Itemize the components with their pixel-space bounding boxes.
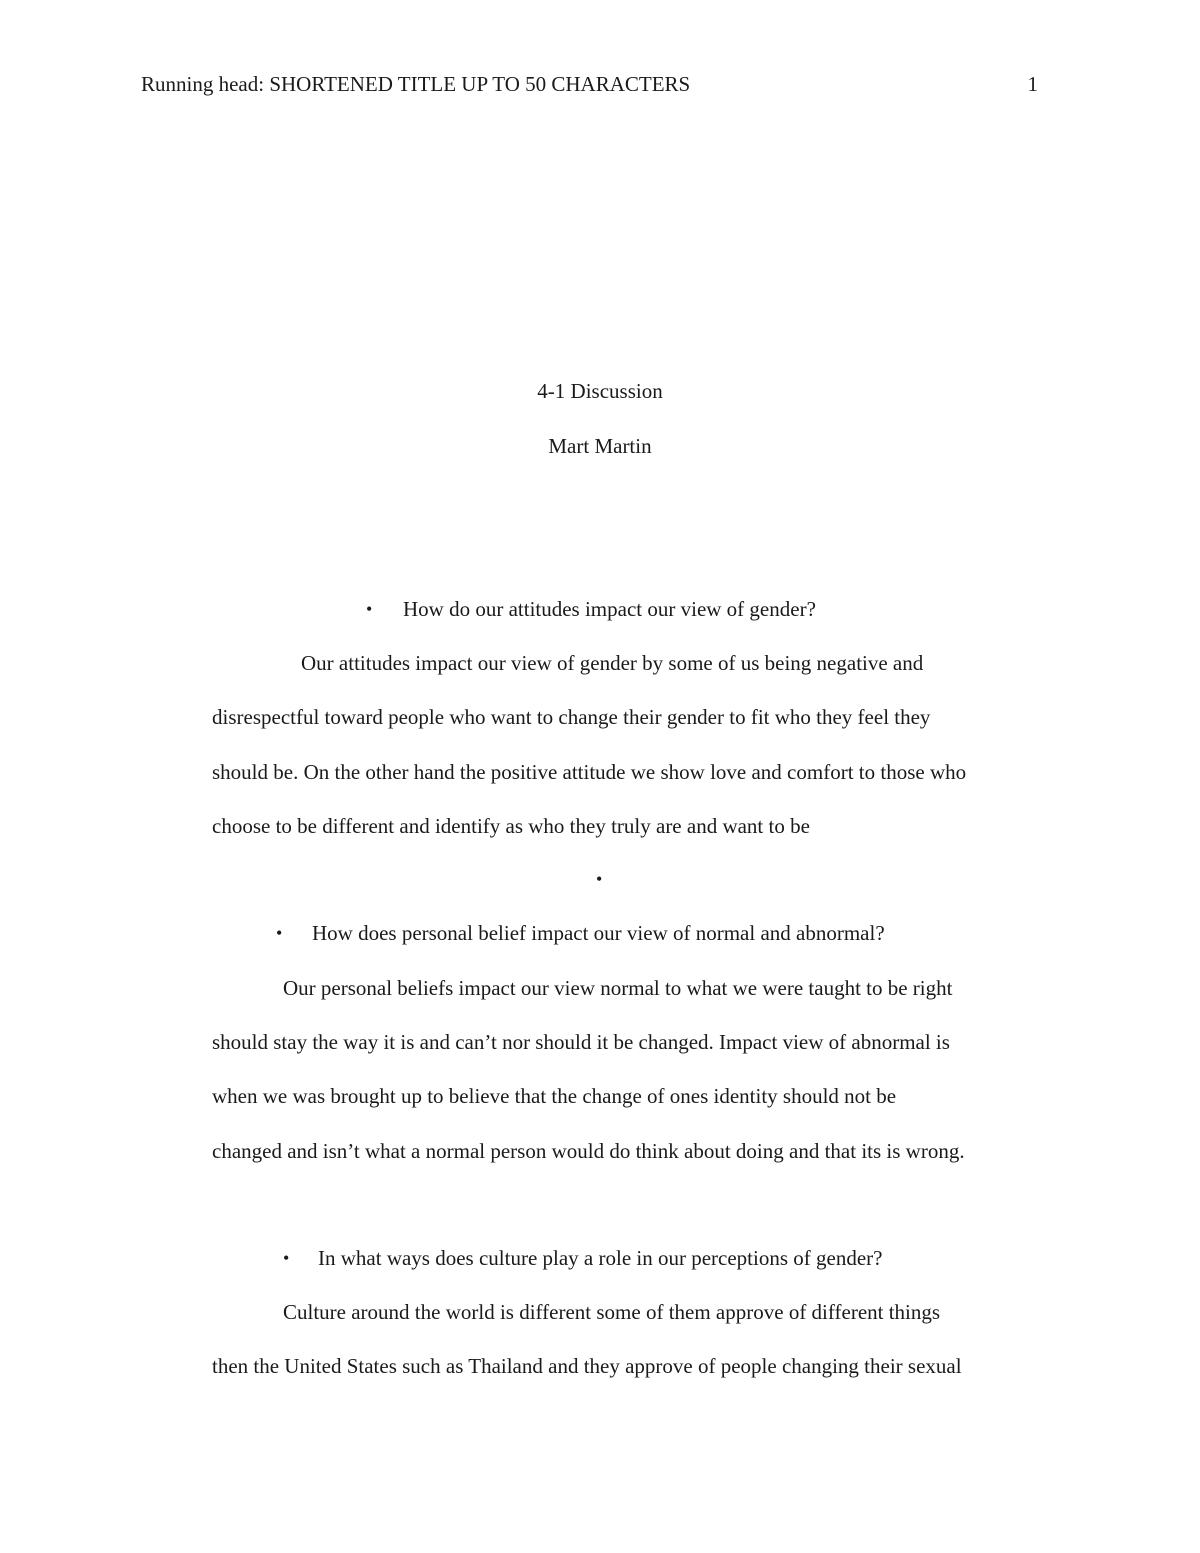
question-1: How do our attitudes impact our view of gender? bbox=[403, 597, 816, 621]
answer-3-line-2: then the United States such as Thailand and they approve of people changing their sexual bbox=[212, 1354, 962, 1378]
title-block bbox=[0, 376, 1200, 486]
question-3: In what ways does culture play a role in our perceptions of gender? bbox=[318, 1246, 883, 1270]
bullet-icon: • bbox=[283, 1248, 290, 1268]
question-2: How does personal belief impact our view of normal and abnormal? bbox=[312, 921, 885, 945]
answer-1-line-1: Our attitudes impact our view of gender by some of us being negative and bbox=[301, 651, 924, 675]
answer-2-line-2: should stay the way it is and can’t nor should it be changed. Impact view of abnormal is bbox=[212, 1030, 950, 1054]
answer-2-line-1: Our personal beliefs impact our view normal to what we were taught to be right bbox=[283, 976, 953, 1000]
answer-2-line-3: when we was brought up to believe that the change of ones identity should not be bbox=[212, 1084, 897, 1108]
answer-1-line-4: choose to be different and identify as who they truly are and want to be bbox=[212, 814, 810, 838]
running-head: Running head: SHORTENED TITLE UP TO 50 CHARACTERS bbox=[141, 72, 691, 96]
page-number: 1 bbox=[1027, 72, 1038, 96]
document-title: 4-1 Discussion bbox=[537, 379, 663, 403]
answer-3-line-1: Culture around the world is different some of them approve of different things bbox=[283, 1300, 941, 1324]
page-header bbox=[141, 72, 1038, 102]
bullet-icon: • bbox=[276, 923, 283, 943]
answer-1-line-3: should be. On the other hand the positive attitude we show love and comfort to those who bbox=[212, 760, 967, 784]
bullet-icon: • bbox=[596, 869, 603, 889]
answer-2-line-4: changed and isn’t what a normal person would do think about doing and that its is wrong. bbox=[212, 1139, 965, 1163]
bullet-icon: • bbox=[366, 599, 373, 619]
author-name: Mart Martin bbox=[548, 434, 652, 458]
answer-1-line-2: disrespectful toward people who want to change their gender to fit who they feel they bbox=[212, 705, 931, 729]
